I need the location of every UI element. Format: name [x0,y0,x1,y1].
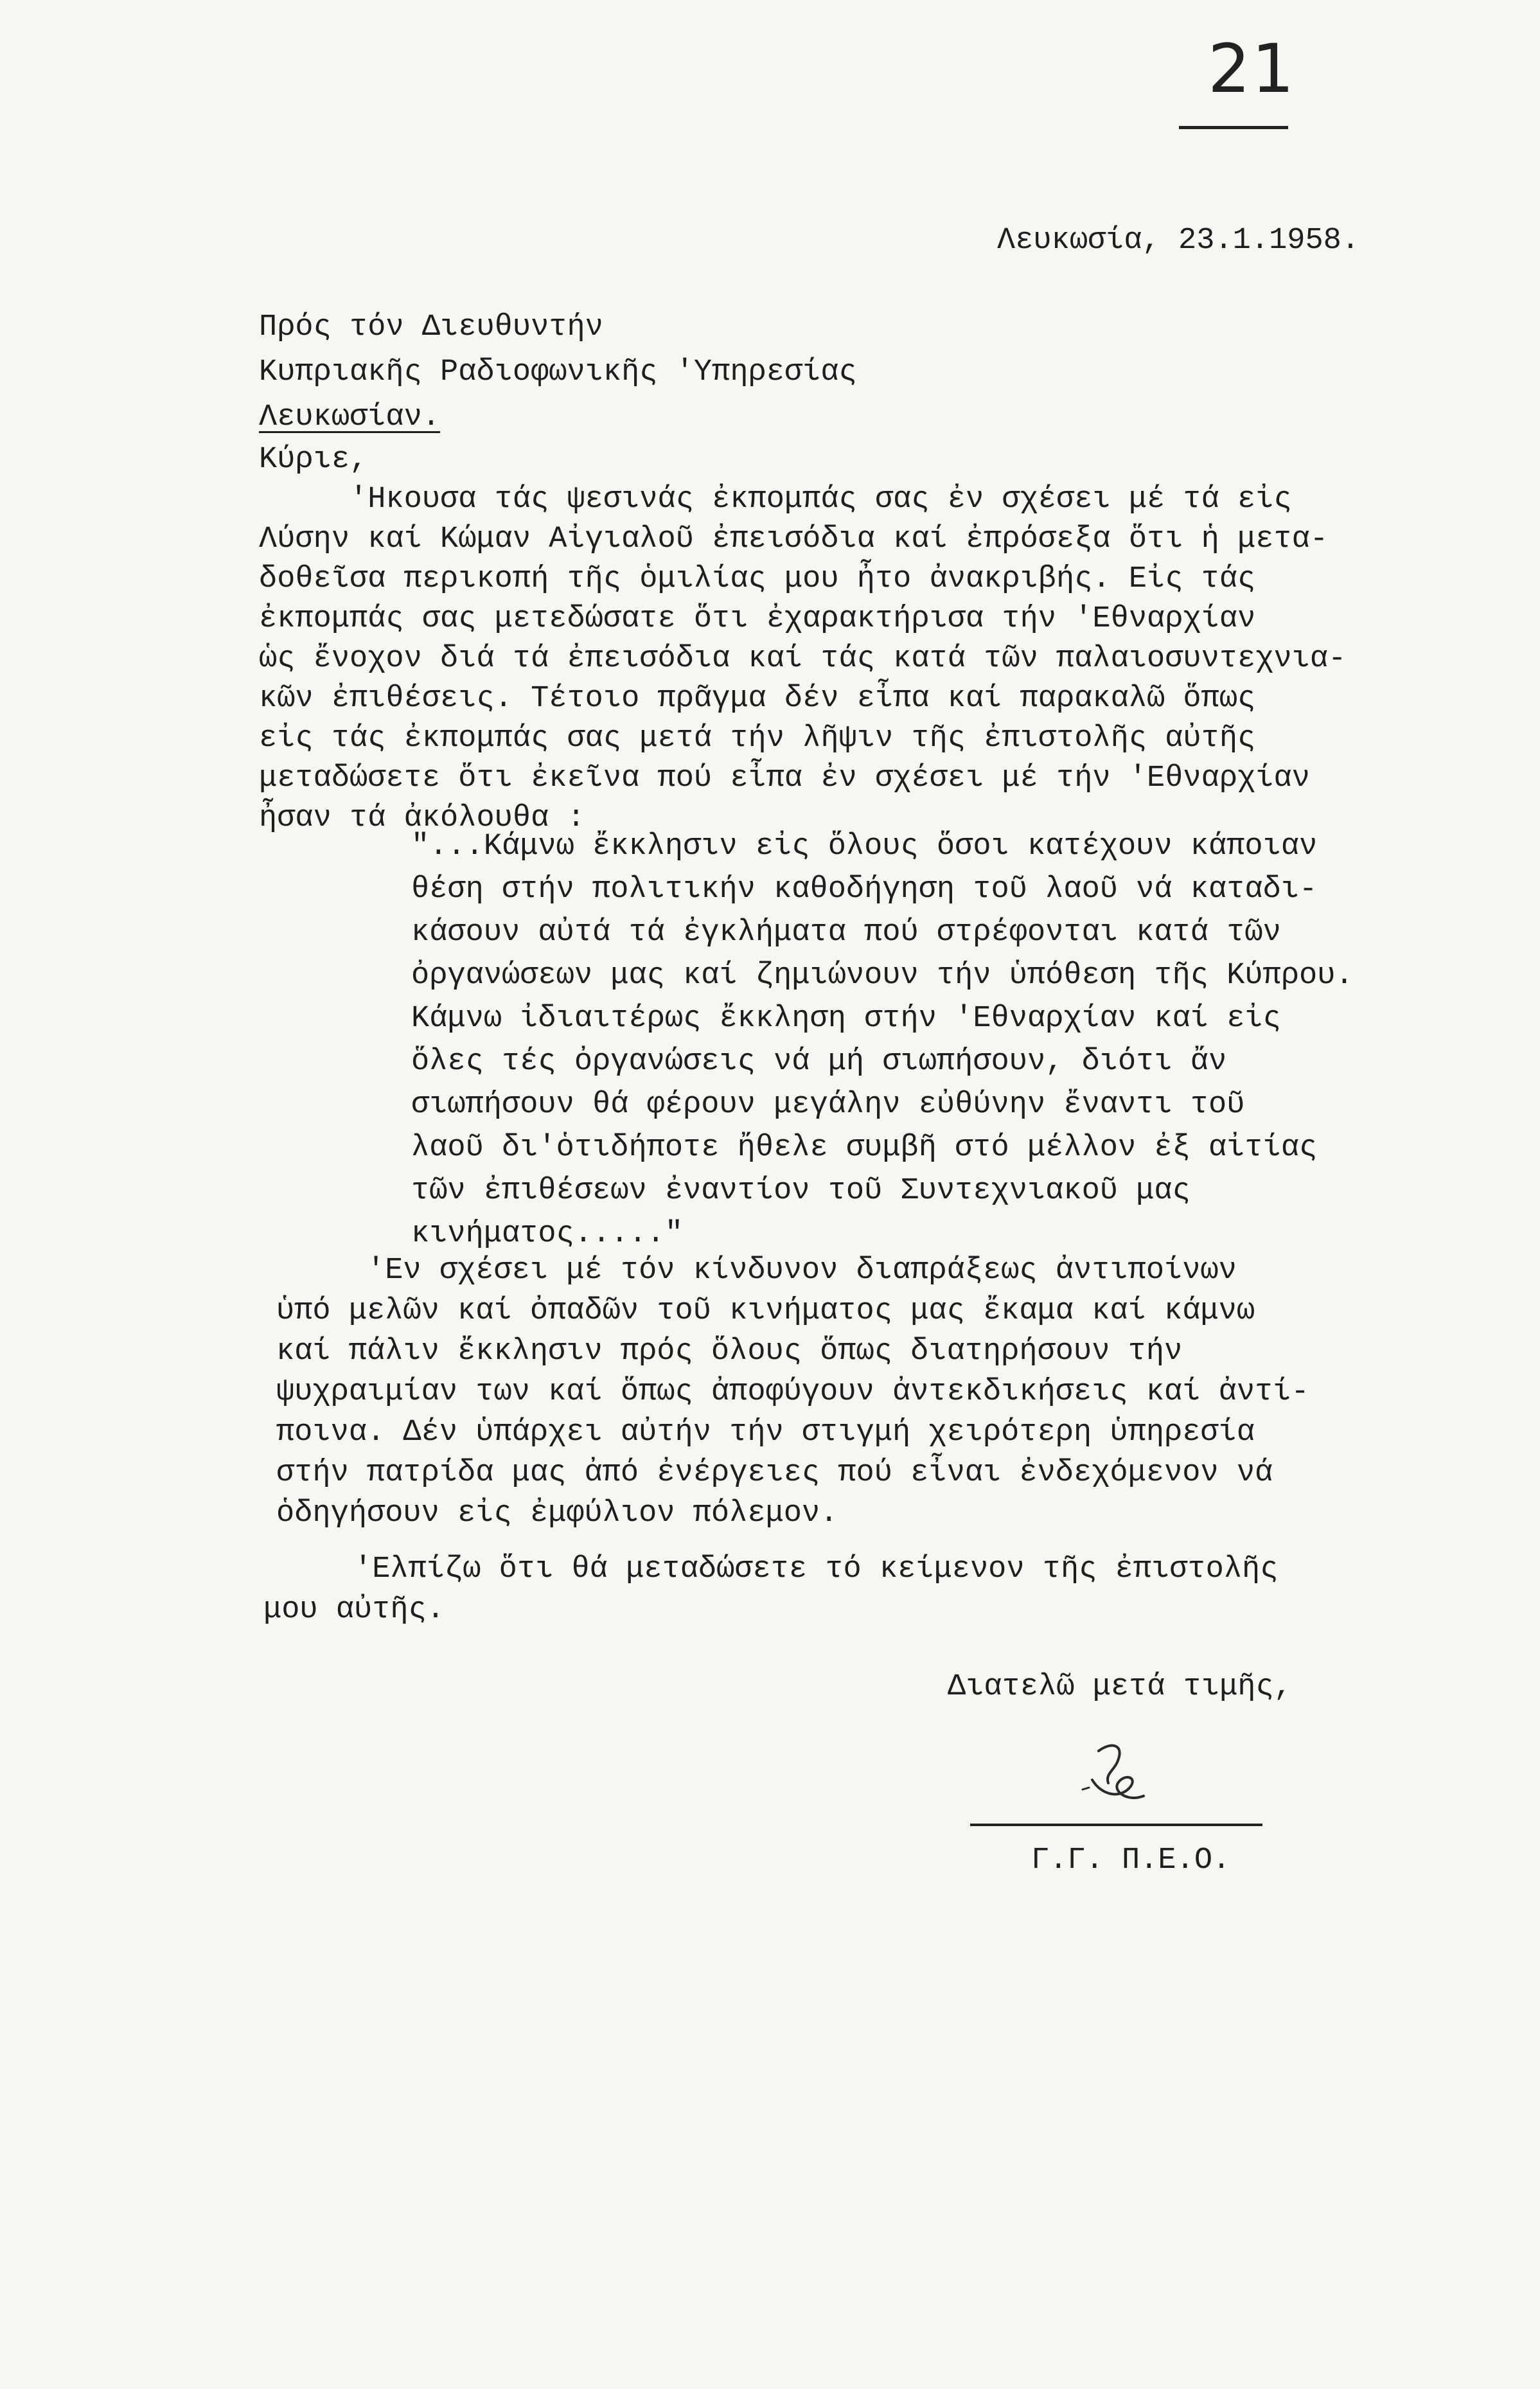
text-line: ὑπό μελῶν καί ὀπαδῶν τοῦ κινήματος μας ἔκαμα καί κάμνω [276,1294,1255,1328]
salutation: Κύριε, [259,443,368,477]
paragraph-3 [263,1552,1278,1633]
letter-date: Λευκωσία, 23.1.1958. [997,224,1360,258]
recipient-address [259,310,857,445]
text-line: ψυχραιμίαν των καί ὅπως ἀποφύγουν ἀντεκδικήσεις καί ἀντί- [276,1375,1309,1409]
text-line: καί πάλιν ἔκκλησιν πρός ὅλους ὅπως διατηρήσουν τήν [276,1335,1183,1369]
paragraph-2 [276,1253,1309,1536]
page-number-underline [1179,126,1288,129]
text-line: μου αὐτῆς. [263,1593,445,1627]
text-line: 'Εν σχέσει μέ τόν κίνδυνον διαπράξεως ἀντιποίνων [276,1254,1237,1288]
quote-line: λαοῦ δι'ὁτιδήποτε ἤθελε συμβῆ στό μέλλον ἐξ αἰτίας [411,1131,1318,1165]
quote-line: Κάμνω ἰδιαιτέρως ἔκκληση στήν 'Εθναρχίαν καί εἰς [411,1002,1281,1036]
recipient-line: Πρός τόν Διευθυντήν [259,310,603,344]
quote-line: ὅλες τές ὀργανώσεις νά μή σιωπήσουν, διότι ἄν [411,1045,1227,1079]
signatory: Γ.Γ. Π.Ε.Ο. [1031,1843,1231,1878]
quote-line: τῶν ἐπιθέσεων ἐναντίον τοῦ Συντεχνιακοῦ μας [411,1174,1190,1208]
text-line: ἐκπομπάς σας μετεδώσατε ὅτι ἐχαρακτήρισα τήν 'Εθναρχίαν [259,602,1256,636]
text-line: στήν πατρίδα μας ἀπό ἐνέργειες πού εἶναι ἐνδεχόμενον νά [276,1456,1273,1490]
text-line: ὁδηγήσουν εἰς ἐμφύλιον πόλεμον. [276,1496,838,1531]
text-line: Λύσην καί Κώμαν Αἰγιαλοῦ ἐπεισόδια καί ἐπρόσεξα ὅτι ἡ μετα- [259,522,1329,556]
recipient-line: Κυπριακῆς Ραδιοφωνικῆς 'Υπηρεσίας [259,355,857,389]
text-line: 'Ελπίζω ὅτι θά μεταδώσετε τό κείμενον τῆς ἐπιστολῆς [263,1552,1279,1586]
paragraph-1 [259,482,1346,840]
text-line: δοθεῖσα περικοπή τῆς ὁμιλίας μου ἦτο ἀνακριβής. Εἰς τάς [259,562,1256,596]
text-line: εἰς τάς ἐκπομπάς σας μετά τήν λῆψιν τῆς ἐπιστολῆς αὐτῆς [259,722,1256,756]
text-line: μεταδώσετε ὅτι ἐκεῖνα πού εἶπα ἐν σχέσει μέ τήν 'Εθναρχίαν [259,761,1310,795]
quote-line: ὀργανώσεων μας καί ζημιώνουν τήν ὑπόθεση τῆς Κύπρου. [411,959,1354,993]
quote-line: θέση στήν πολιτικήν καθοδήγηση τοῦ λαοῦ νά καταδι- [411,873,1318,907]
quote-line: "...Κάμνω ἔκκλησιν εἰς ὅλους ὅσοι κατέχουν κάποιαν [411,830,1318,864]
handwritten-signature [1054,1735,1182,1812]
recipient-city: Λευκωσίαν. [259,400,441,434]
text-line: ἦσαν τά ἀκόλουθα : [259,801,585,835]
text-line: ποινα. Δέν ὑπάρχει αὐτήν τήν στιγμή χειρότερη ὑπηρεσία [276,1416,1255,1450]
quote-line: κάσουν αὐτά τά ἐγκλήματα πού στρέφονται κατά τῶν [411,916,1281,950]
quote-line: σιωπήσουν θά φέρουν μεγάλην εὐθύνην ἔναντι τοῦ [411,1088,1245,1122]
text-line: ὡς ἔνοχον διά τά ἐπεισόδια καί τάς κατά τῶν παλαιοσυντεχνια- [259,642,1347,676]
quoted-statement [411,829,1354,1259]
text-line: 'Ηκουσα τάς ψεσινάς ἐκπομπάς σας ἐν σχέσει μέ τά εἰς [259,483,1292,517]
text-line: κῶν ἐπιθέσεις. Τέτοιο πρᾶγμα δέν εἶπα καί παρακαλῶ ὅπως [259,682,1256,716]
closing-phrase: Διατελῶ μετά τιμῆς, [948,1670,1292,1704]
quote-line: κινήματος....." [411,1217,684,1251]
page-number: 21 [1208,30,1296,108]
signature-line [970,1824,1262,1826]
